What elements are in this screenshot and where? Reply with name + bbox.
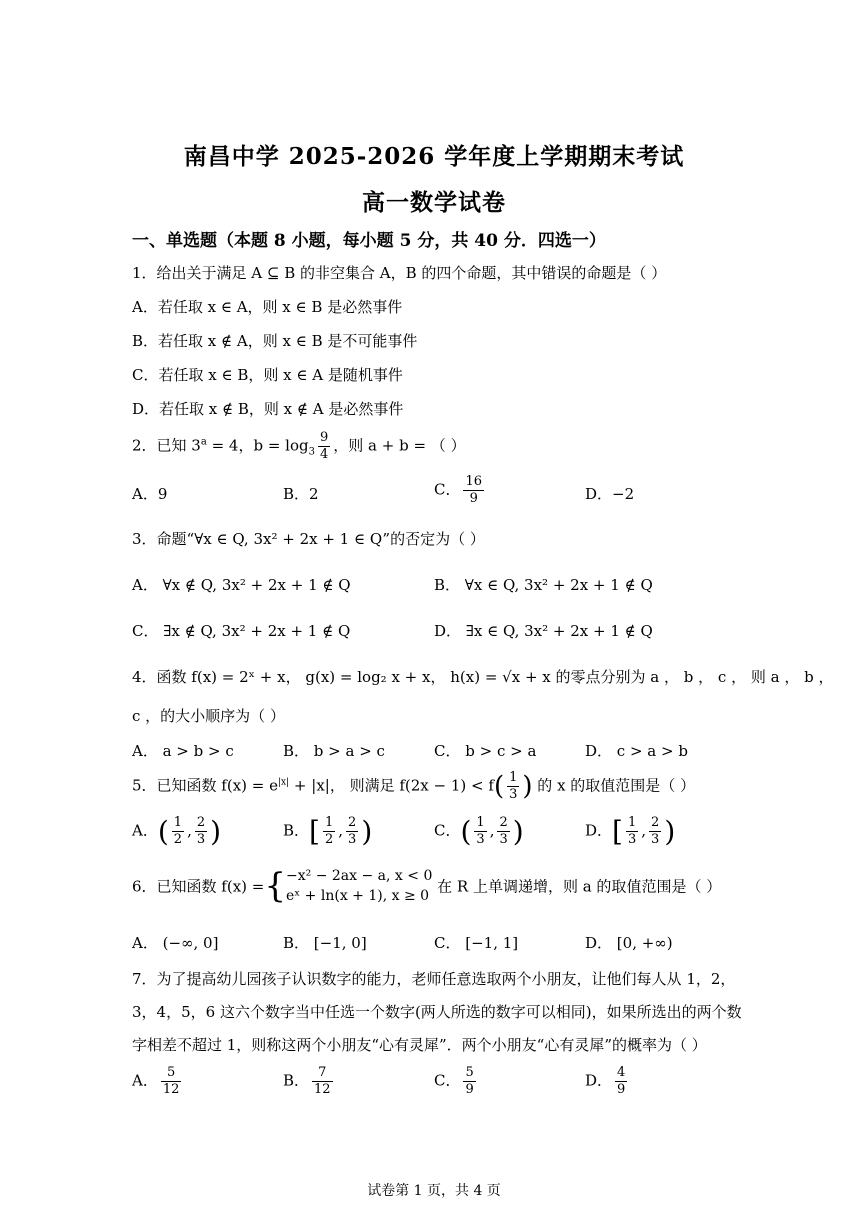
bracket-left: (	[157, 815, 169, 848]
fraction-denominator: 9	[469, 491, 478, 506]
option-label: C．	[434, 1071, 461, 1090]
fraction	[474, 815, 486, 848]
q5-stem-part: 5．已知函数 f(x) = e	[132, 776, 279, 795]
piece-2: eˣ + ln(x + 1), x ≥ 0	[286, 888, 430, 904]
fraction	[497, 815, 509, 848]
q6-stem-part: 在 R 上单调递增，则 a 的取值范围是（ ）	[432, 877, 722, 896]
q1-option-c: C．若任取 x ∈ B，则 x ∈ A 是随机事件	[132, 366, 403, 384]
q6-stem-part: 6．已知函数 f(x) =	[132, 877, 265, 896]
fraction-numerator: 2	[348, 815, 357, 830]
fraction-denominator: 3	[348, 832, 357, 847]
option-label: A．	[132, 1071, 158, 1090]
q7-option-a	[132, 1065, 184, 1098]
q6-stem	[132, 866, 721, 906]
fraction-denominator: 3	[196, 832, 206, 847]
exam-title: 南昌中学 2025-2026 学年度上学期期末考试	[183, 143, 685, 170]
fraction-denominator: 12	[314, 1082, 331, 1097]
q5-stem	[132, 770, 695, 803]
q7-option-b	[283, 1065, 336, 1098]
fraction-numerator: 1	[476, 815, 485, 830]
page-footer: 试卷第 1 页，共 4 页	[367, 1183, 501, 1199]
q2-option-a: A．9	[132, 485, 168, 503]
fraction-numerator: 1	[509, 770, 518, 785]
q4-option-c: C． b > c > a	[434, 742, 537, 760]
q1-stem: 1．给出关于满足 A ⊆ B 的非空集合 A，B 的四个命题，其中错误的命题是（ ）	[132, 264, 667, 282]
fraction-numerator: 1	[324, 815, 334, 830]
q5-stem-part: + |x|， 则满足 f(2x − 1) < f	[289, 776, 494, 795]
fraction-denominator: 3	[499, 832, 508, 847]
paren: (	[493, 771, 505, 802]
q3-stem: 3．命题“∀x ∈ Q, 3x² + 2x + 1 ∈ Q”的否定为（ ）	[132, 530, 485, 548]
fraction-denominator: 4	[320, 447, 329, 462]
q4-option-d: D． c > a > b	[585, 742, 688, 760]
q3-option-a: A． ∀x ∉ Q, 3x² + 2x + 1 ∉ Q	[132, 576, 351, 594]
q6-option-d: D． [0, +∞)	[585, 934, 673, 952]
fraction-denominator: 3	[651, 832, 660, 847]
fraction-numerator: 7	[312, 1065, 333, 1082]
q5-fraction	[507, 770, 519, 803]
fraction-numerator: 5	[161, 1065, 182, 1082]
q7-option-d	[585, 1065, 630, 1098]
q4-option-a: A． a > b > c	[132, 742, 234, 760]
bracket-left: [	[309, 815, 320, 848]
q7-stem-line2: 3，4，5，6 这六个数字当中任选一个数字(两人所选的数字可以相同)，如果所选出的两个数	[132, 1003, 742, 1021]
bracket-right: )	[361, 815, 373, 848]
option-label: C．	[434, 821, 461, 840]
fraction	[172, 815, 184, 848]
fraction-denominator: 9	[617, 1082, 626, 1097]
fraction-numerator: 1	[173, 815, 183, 830]
fraction	[346, 815, 358, 848]
bracket-right: )	[210, 815, 222, 848]
q2-stem-part: 2．已知 3	[132, 436, 201, 455]
fraction	[649, 815, 661, 848]
bracket-left: (	[460, 815, 472, 848]
bracket-right: )	[664, 815, 676, 848]
q7-stem-line1: 7．为了提高幼儿园孩子认识数字的能力，老师任意选取两个小朋友，让他们每人从 1，2，	[132, 970, 736, 988]
q6-option-a: A． (−∞, 0]	[132, 934, 219, 952]
fraction-denominator: 3	[509, 787, 518, 802]
q3-option-c: C． ∃x ∉ Q, 3x² + 2x + 1 ∉ Q	[132, 622, 351, 640]
q6-option-b: B． [−1, 0]	[283, 934, 367, 952]
q5-option-a: A．( $\frac{1}{2}$ , $\frac{2}{3}$ )	[132, 815, 222, 848]
fraction-numerator: 1	[627, 815, 637, 830]
fraction-denominator: 9	[465, 1082, 474, 1097]
q5-option-d: D．[ $\frac{1}{3}$ , $\frac{2}{3}$ )	[585, 815, 676, 848]
fraction-denominator: 3	[627, 832, 637, 847]
q3-option-d: D． ∃x ∈ Q, 3x² + 2x + 1 ∉ Q	[434, 622, 653, 640]
fraction-denominator: 3	[476, 832, 485, 847]
q5-stem-part: 的 x 的取值范围是（ ）	[532, 776, 696, 795]
q2-option-d: D．−2	[585, 485, 635, 503]
piecewise-body	[286, 866, 432, 906]
q7-option-c	[434, 1065, 479, 1098]
q2-stem	[132, 430, 466, 463]
q2-fraction	[318, 430, 330, 463]
q4-stem-line1: 4．函数 f(x) = 2ˣ + x， g(x) = log₂ x + x， h(x) = √x + x 的零点分别为 a ， b ， c ， 则 a ， b ，	[132, 668, 834, 686]
q2-option-c	[434, 474, 487, 507]
bracket-left: [	[612, 815, 623, 848]
fraction	[161, 1065, 182, 1098]
option-label: B．	[283, 1071, 310, 1090]
fraction-denominator: 12	[162, 1082, 180, 1097]
q2-log-base: 3	[308, 446, 315, 458]
q2-stem-part: ，则 a + b = （ ）	[333, 436, 466, 455]
option-label: D．	[585, 821, 613, 840]
fraction	[312, 1065, 333, 1098]
fraction-numerator: 4	[617, 1065, 626, 1080]
q2-stem-part: = 4，b = log	[206, 436, 309, 455]
paren: )	[522, 771, 533, 802]
q3-option-b: B． ∀x ∈ Q, 3x² + 2x + 1 ∉ Q	[434, 576, 653, 594]
q2-c-fraction	[463, 474, 484, 507]
fraction-numerator: 9	[320, 430, 329, 445]
fraction	[463, 1065, 475, 1098]
fraction-numerator: 16	[465, 474, 483, 489]
exam-subtitle: 高一数学试卷	[362, 189, 506, 216]
fraction-denominator: 2	[173, 832, 183, 847]
q1-option-b: B．若任取 x ∉ A，则 x ∈ B 是不可能事件	[132, 332, 418, 350]
q2-exponent: a	[200, 436, 207, 448]
q4-option-b: B． b > a > c	[283, 742, 385, 760]
q1-option-a: A．若任取 x ∈ A，则 x ∈ B 是必然事件	[132, 298, 403, 316]
q7-stem-line3: 字相差不超过 1，则称这两个小朋友“心有灵犀”．两个小朋友“心有灵犀”的概率为（ ）	[132, 1036, 707, 1054]
fraction-numerator: 2	[196, 815, 206, 830]
option-label: D．	[585, 1071, 613, 1090]
fraction-numerator: 2	[499, 815, 508, 830]
piecewise-brace: {	[264, 866, 287, 906]
fraction-denominator: 2	[324, 832, 334, 847]
piece-1: −x² − 2ax − a, x < 0	[286, 868, 433, 884]
option-label: C．	[434, 480, 461, 499]
q2-option-b: B．2	[283, 485, 319, 503]
q1-option-d: D．若任取 x ∉ B，则 x ∉ A 是必然事件	[132, 400, 404, 418]
fraction	[615, 1065, 627, 1098]
fraction-numerator: 2	[651, 815, 660, 830]
q5-option-c: C．( $\frac{1}{3}$ , $\frac{2}{3}$ )	[434, 815, 524, 848]
q4-stem-line2: c ，的大小顺序为（ ）	[132, 707, 285, 725]
fraction	[195, 815, 207, 848]
q6-option-c: C． [−1, 1]	[434, 934, 519, 952]
option-label: A．	[132, 821, 158, 840]
section-heading: 一、单选题（本题 8 小题，每小题 5 分，共 40 分．四选一）	[132, 231, 606, 251]
fraction-numerator: 5	[465, 1065, 474, 1080]
fraction	[323, 815, 335, 848]
q5-option-b: B．[ $\frac{1}{2}$ , $\frac{2}{3}$ )	[283, 815, 373, 848]
option-label: B．	[283, 821, 310, 840]
bracket-right: )	[512, 815, 524, 848]
fraction	[626, 815, 638, 848]
q5-exponent: |x|	[278, 777, 290, 788]
